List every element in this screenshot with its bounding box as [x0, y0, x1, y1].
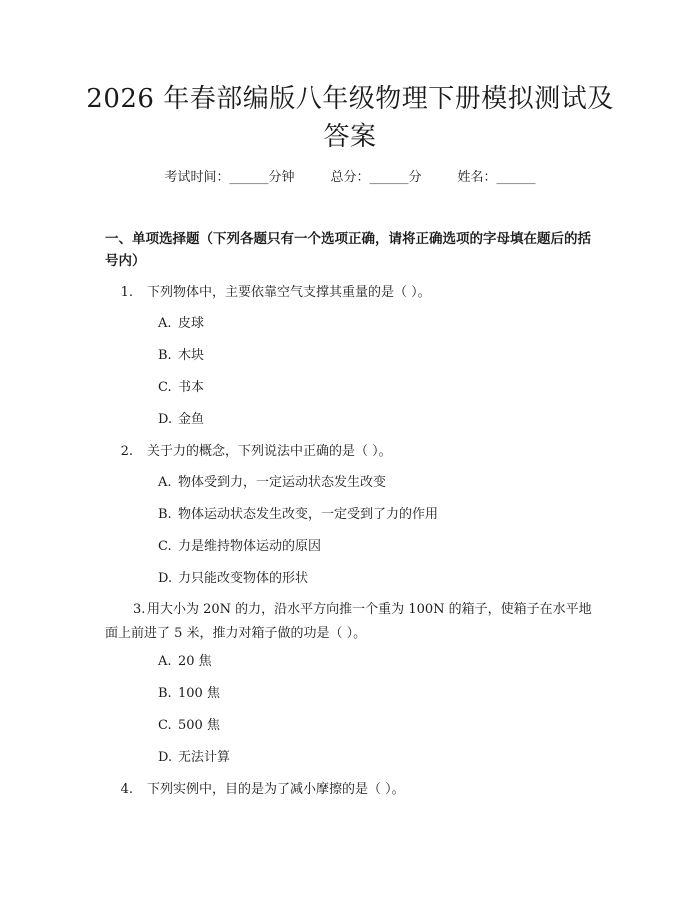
- total-score-field: 总分：______分: [330, 170, 422, 185]
- question-text: 下列实例中，目的是为了减小摩擦的是（ ）。: [147, 782, 405, 797]
- option-letter: C.: [158, 380, 172, 395]
- question-number: 2.: [120, 444, 133, 459]
- option-1c: [158, 378, 598, 398]
- option-2b: [158, 505, 598, 525]
- option-text: 无法计算: [178, 750, 231, 765]
- option-text: 20 焦: [178, 654, 212, 669]
- option-text: 物体运动状态发生改变，一定受到了力的作用: [178, 507, 439, 522]
- question-number: 3.: [133, 602, 146, 617]
- option-3b: [158, 684, 598, 704]
- option-text: 500 焦: [178, 718, 220, 733]
- option-2d: [158, 569, 598, 589]
- option-2c: [158, 537, 598, 557]
- question-2: [105, 440, 595, 464]
- option-1d: [158, 410, 598, 430]
- option-letter: A.: [158, 316, 172, 331]
- option-letter: D.: [158, 412, 173, 427]
- section-heading-single-choice: 一、单项选择题（下列各题只有一个选项正确，请将正确选项的字母填在题后的括号内）: [105, 231, 591, 269]
- option-letter: C.: [158, 539, 172, 554]
- option-letter: B.: [158, 507, 172, 522]
- question-1: [105, 281, 595, 305]
- option-text: 力是维持物体运动的原因: [178, 539, 322, 554]
- option-2a: [158, 473, 598, 493]
- option-letter: C.: [158, 718, 172, 733]
- option-text: 书本: [178, 380, 205, 395]
- option-text: 物体受到力，一定运动状态发生改变: [178, 475, 387, 490]
- option-letter: D.: [158, 571, 173, 586]
- document-title: 2026 年春部编版八年级物理下册模拟测试及答案: [86, 84, 614, 152]
- option-3d: [158, 748, 598, 768]
- option-letter: B.: [158, 348, 172, 363]
- question-text: 下列物体中，主要依靠空气支撑其重量的是（ ）。: [147, 285, 431, 300]
- question-text: 用大小为 20N 的力，沿水平方向推一个重为 100N 的箱子，使箱子在水平地面上前进了 5 米，推力对箱子做的功是（ ）。: [105, 602, 592, 641]
- exam-time-field: 考试时间：______分钟: [164, 170, 295, 185]
- question-number: 4.: [120, 782, 133, 797]
- option-letter: D.: [158, 750, 173, 765]
- question-text: 关于力的概念，下列说法中正确的是（ ）。: [147, 444, 392, 459]
- option-text: 木块: [178, 348, 205, 363]
- option-text: 100 焦: [178, 686, 220, 701]
- option-text: 力只能改变物体的形状: [178, 571, 309, 586]
- question-number: 1.: [120, 285, 133, 300]
- option-1a: [158, 314, 598, 334]
- student-name-field: 姓名：______: [457, 170, 536, 185]
- option-letter: A.: [158, 654, 172, 669]
- option-3a: [158, 652, 598, 672]
- option-text: 金鱼: [178, 412, 205, 427]
- question-3: [105, 598, 595, 646]
- option-letter: A.: [158, 475, 172, 490]
- option-3c: [158, 716, 598, 736]
- question-4: [105, 778, 595, 802]
- option-letter: B.: [158, 686, 172, 701]
- option-1b: [158, 346, 598, 366]
- option-text: 皮球: [178, 316, 205, 331]
- exam-meta: [0, 168, 700, 188]
